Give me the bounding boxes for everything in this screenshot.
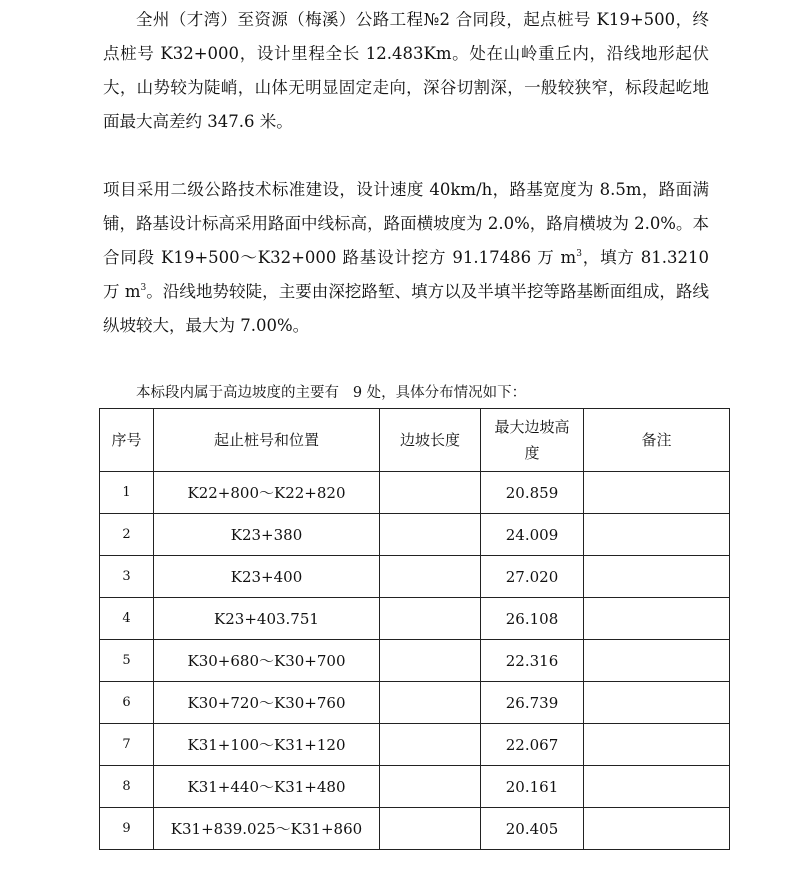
cell-slope-length <box>380 514 481 556</box>
cell-no: 3 <box>100 556 154 598</box>
cell-slope-length <box>380 640 481 682</box>
cell-no: 1 <box>100 472 154 514</box>
cell-no: 9 <box>100 808 154 850</box>
paragraph-2-part-c: 。沿线地势较陡，主要由深挖路堑、填方以及半填半挖等路基断面组成，路线纵坡较大，最大为 7.00%。 <box>103 282 709 335</box>
table-row <box>100 556 730 598</box>
cell-remark <box>584 808 730 850</box>
intro-paragraph-1: 全州（才湾）至资源（梅溪）公路工程№2 合同段，起点桩号 K19+500，终点桩号 K32+000，设计里程全长 12.483Km。处在山岭重丘内，沿线地形起伏大，山势较为陡峭，山体无明显固定走向，深谷切割深，一般较狭窄，标段起屹地面最大高差约 347.6 米。 <box>103 10 709 131</box>
cell-location: K23+400 <box>154 556 380 598</box>
header-max-slope-height <box>481 409 584 472</box>
cell-remark <box>584 556 730 598</box>
paragraph-2-part-b: ，填方 81.3210 万 m <box>103 248 709 301</box>
cell-remark <box>584 724 730 766</box>
cell-max-slope-height: 24.009 <box>481 514 584 556</box>
cell-location: K30+680～K30+700 <box>154 640 380 682</box>
table-header-row <box>100 409 730 472</box>
cell-slope-length <box>380 472 481 514</box>
table-row <box>100 598 730 640</box>
cell-no: 6 <box>100 682 154 724</box>
cell-slope-length <box>380 808 481 850</box>
cell-max-slope-height: 26.108 <box>481 598 584 640</box>
cell-slope-length <box>380 724 481 766</box>
cell-location: K31+100～K31+120 <box>154 724 380 766</box>
cell-slope-length <box>380 766 481 808</box>
table-body <box>100 472 730 850</box>
table-row <box>100 640 730 682</box>
header-location: 起止桩号和位置 <box>154 409 380 472</box>
cell-slope-length <box>380 682 481 724</box>
cell-no: 4 <box>100 598 154 640</box>
intro-paragraph-2 <box>103 173 709 343</box>
header-max-slope-height-line-1: 最大边坡高 <box>494 418 570 436</box>
header-no: 序号 <box>100 409 154 472</box>
cell-location: K23+380 <box>154 514 380 556</box>
cell-no: 5 <box>100 640 154 682</box>
table-row <box>100 766 730 808</box>
cell-no: 8 <box>100 766 154 808</box>
cell-slope-length <box>380 598 481 640</box>
cell-location: K31+839.025～K31+860 <box>154 808 380 850</box>
cell-remark <box>584 514 730 556</box>
cell-max-slope-height: 26.739 <box>481 682 584 724</box>
cell-location: K23+403.751 <box>154 598 380 640</box>
cell-remark <box>584 598 730 640</box>
cell-location: K22+800～K22+820 <box>154 472 380 514</box>
header-remark: 备注 <box>584 409 730 472</box>
table-caption: 本标段内属于高边坡度的主要有 9 处，具体分布情况如下： <box>136 385 527 401</box>
high-slope-table <box>99 408 730 850</box>
cell-no: 2 <box>100 514 154 556</box>
table-row <box>100 472 730 514</box>
header-max-slope-height-line-2: 度 <box>524 444 540 462</box>
cell-max-slope-height: 20.405 <box>481 808 584 850</box>
cell-max-slope-height: 20.859 <box>481 472 584 514</box>
cell-remark <box>584 682 730 724</box>
table-row <box>100 808 730 850</box>
cell-location: K30+720～K30+760 <box>154 682 380 724</box>
cubic-superscript: 3 <box>140 283 147 293</box>
cell-location: K31+440～K31+480 <box>154 766 380 808</box>
cell-remark <box>584 640 730 682</box>
cell-max-slope-height: 22.067 <box>481 724 584 766</box>
cell-max-slope-height: 20.161 <box>481 766 584 808</box>
table-row <box>100 514 730 556</box>
cell-max-slope-height: 22.316 <box>481 640 584 682</box>
cell-slope-length <box>380 556 481 598</box>
table-row <box>100 682 730 724</box>
cell-remark <box>584 472 730 514</box>
cell-no: 7 <box>100 724 154 766</box>
table-row <box>100 724 730 766</box>
header-slope-length: 边坡长度 <box>380 409 481 472</box>
cell-remark <box>584 766 730 808</box>
cubic-superscript: 3 <box>576 249 582 259</box>
cell-max-slope-height: 27.020 <box>481 556 584 598</box>
paragraph-2-part-a: 项目采用二级公路技术标准建设，设计速度 40km/h，路基宽度为 8.5m，路面满铺，路基设计标高采用路面中线标高，路面横坡度为 2.0%，路肩横坡为 2.0%。本合同段 K19+500～K32+000 路基设计挖方 91.17486 万 m <box>103 180 709 267</box>
